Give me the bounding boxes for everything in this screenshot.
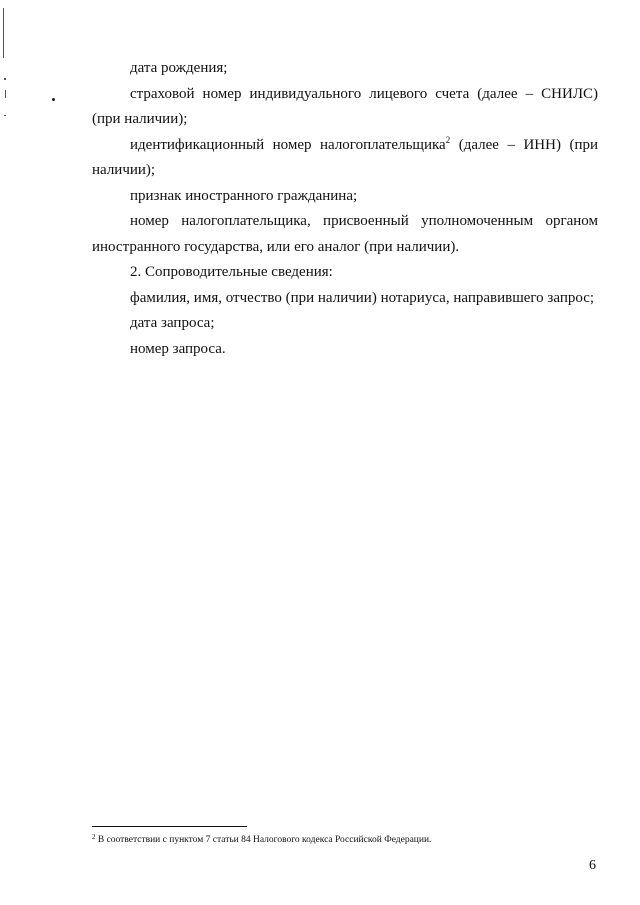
scan-mark-tick	[4, 78, 6, 80]
scan-mark-tick	[5, 90, 6, 98]
footnote-separator	[92, 826, 247, 827]
paragraph-inn	[92, 133, 598, 184]
page-number: 6	[589, 858, 596, 873]
section-heading-accompanying-info: 2. Сопроводительные сведения:	[130, 264, 333, 280]
footnote-number: 2	[92, 833, 96, 841]
paragraph-snils: страховой номер индивидуального лицевого счета (далее – СНИЛС) (при наличии);	[92, 85, 598, 127]
scan-dot	[52, 98, 55, 101]
footnote-text: В соответствии с пунктом 7 статьи 84 Налогового кодекса Российской Федерации.	[95, 835, 432, 845]
footnote	[92, 834, 598, 847]
paragraph-foreign-citizen: признак иностранного гражданина;	[130, 187, 358, 204]
paragraph-request-number: номер запроса.	[130, 340, 226, 357]
document-body	[92, 56, 598, 362]
paragraph-notary-name: фамилия, имя, отчество (при наличии) нотариуса, направившего запрос;	[130, 289, 595, 306]
paragraph-foreign-tax-number: номер налогоплательщика, присвоенный уполномоченным органом иностранного государства, или его аналог (при наличии).	[92, 213, 598, 255]
scan-mark-tick	[4, 115, 6, 116]
scan-margin-marks	[0, 0, 14, 200]
footnote-reference: 2	[445, 134, 451, 145]
scan-mark-line	[3, 8, 4, 58]
paragraph-birth-date: дата рождения;	[130, 60, 228, 76]
paragraph-inn-text: идентификационный номер налогоплательщика	[130, 136, 446, 153]
paragraph-inn-text-rest: (далее – ИНН) (при наличии);	[92, 136, 598, 178]
paragraph-request-date: дата запроса;	[130, 315, 215, 331]
